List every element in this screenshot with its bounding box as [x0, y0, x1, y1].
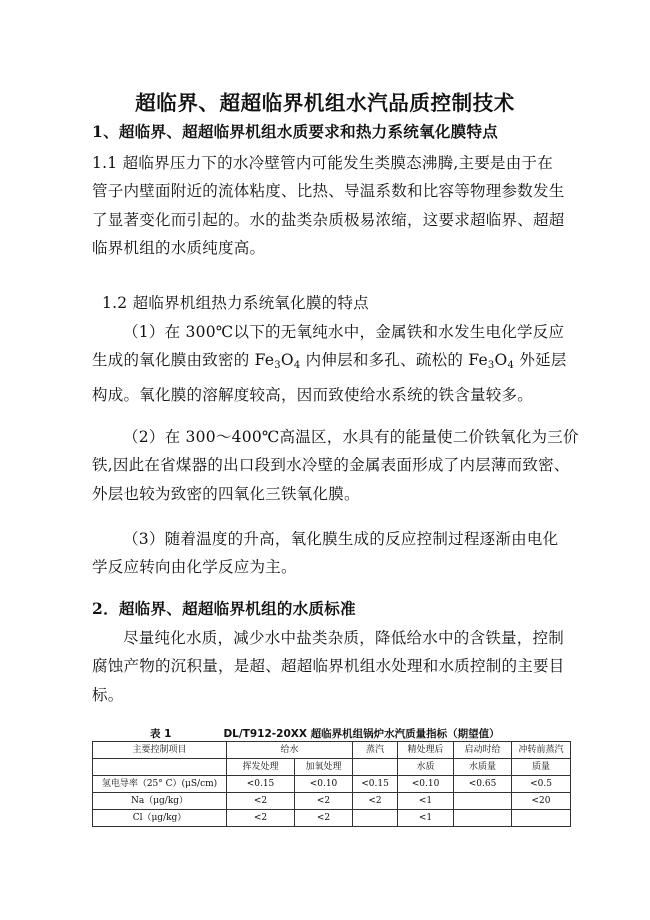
table-row	[93, 776, 571, 793]
table-label: 表 1	[150, 728, 172, 740]
text-line: 铁,因此在省煤器的出口段到水冷壁的金属表面形成了内层薄而致密、	[92, 456, 570, 475]
paragraph-item-1	[92, 318, 568, 409]
text-line	[92, 346, 568, 380]
header-cell: 主要控制项目	[93, 742, 227, 759]
table-cell: <0.15	[227, 776, 295, 793]
header-cell: 水质量	[454, 759, 512, 776]
subscript: 4	[507, 360, 515, 372]
table-cell	[512, 810, 571, 827]
table-header-row	[93, 759, 571, 776]
table-cell: <2	[353, 793, 398, 810]
table-cell: <0.15	[353, 776, 398, 793]
header-cell: 精处理后	[398, 742, 454, 759]
text-line: 外层也较为致密的四氧化三铁氧化膜。	[92, 484, 360, 503]
table-cell	[454, 810, 512, 827]
text-line: 临界机组的水质纯度高。	[92, 238, 266, 257]
header-cell	[93, 759, 227, 776]
header-cell: 质量	[512, 759, 571, 776]
text-line: （3）随着温度的升高，氧化膜生成的反应控制过程逐渐由电化	[123, 530, 559, 548]
paragraph-section-2	[92, 624, 568, 709]
header-cell: 给水	[227, 742, 353, 759]
header-cell: 冲转前蒸汽	[512, 742, 571, 759]
table-cell: <0.65	[454, 776, 512, 793]
header-cell: 水质	[398, 759, 454, 776]
table-row	[93, 793, 571, 810]
text-line: （1）在 300℃以下的无氧纯水中，金属铁和水发生电化学反应	[123, 323, 565, 341]
table-cell	[353, 810, 398, 827]
header-cell: 启动时给	[454, 742, 512, 759]
subscript: 3	[274, 360, 281, 372]
table-cell: <0.10	[295, 776, 353, 793]
table-cell: <0.10	[398, 776, 454, 793]
text-line: 学反应转向由化学反应为主。	[92, 558, 297, 577]
text-line: 标。	[92, 685, 124, 704]
table-cell: Na（μg/kg）	[93, 793, 227, 810]
subsection-1-2-heading: 1.2 超临界机组热力系统氧化膜的特点	[102, 294, 369, 312]
header-cell: 挥发处理	[227, 759, 295, 776]
page-title: 超临界、超超临界机组水汽品质控制技术	[135, 91, 515, 115]
table-cell: <2	[295, 810, 353, 827]
table-cell: 氢电导率（25° C）(μS/cm)	[93, 776, 227, 793]
header-cell	[353, 759, 398, 776]
subscript: 4	[293, 360, 301, 372]
text-line: 构成。氧化膜的溶解度较高，因而致使给水系统的铁含量较多。	[92, 385, 534, 404]
text-line: 管子内壁面附近的流体粘度、比热、导温系数和比容等物理参数发生	[92, 182, 565, 201]
text-fragment: 生成的氧化膜由致密的 Fe	[92, 351, 275, 370]
table-cell: <1	[398, 810, 454, 827]
table-cell: <20	[512, 793, 571, 810]
water-quality-table	[92, 741, 571, 827]
header-cell: 加氧处理	[295, 759, 353, 776]
text-line: （2）在 300～400℃高温区，水具有的能量使二价铁氧化为三价	[123, 428, 579, 446]
text-line: 腐蚀产物的沉积量，是超、超超临界机组水处理和水质控制的主要目	[92, 657, 565, 676]
table-header-row	[93, 742, 571, 759]
paragraph-item-2	[92, 423, 579, 508]
table-cell: <2	[227, 793, 295, 810]
table-caption	[150, 726, 500, 741]
table-cell	[454, 793, 512, 810]
section-2-heading: 2．超临界、超超临界机组的水质标准	[92, 599, 356, 618]
paragraph-1-1	[92, 149, 568, 262]
subscript: 3	[487, 360, 495, 372]
text-line: 了显著变化而引起的。水的盐类杂质极易浓缩，这要求超临界、超超	[92, 210, 565, 229]
text-fragment: 外延层	[514, 351, 567, 370]
text-fragment: O	[494, 351, 508, 370]
table-cell: <0.5	[512, 776, 571, 793]
table-cell: <1	[398, 793, 454, 810]
table-cell: <2	[227, 810, 295, 827]
section-1-heading: 1、超临界、超超临界机组水质要求和热力系统氧化膜特点	[92, 122, 499, 141]
table-cell: <2	[295, 793, 353, 810]
table-row	[93, 810, 571, 827]
table-cell: Cl（μg/kg）	[93, 810, 227, 827]
table-caption-text: DL/T912-20XX 超临界机组锅炉水汽质量指标（期望值）	[223, 728, 500, 740]
text-line: 尽量纯化水质，减少水中盐类杂质，降低给水中的含铁量，控制	[123, 629, 565, 647]
text-fragment: 内伸层和多孔、疏松的 Fe	[300, 351, 488, 370]
header-cell: 蒸汽	[353, 742, 398, 759]
text-fragment: O	[280, 351, 294, 370]
text-line: 1.1 超临界压力下的水冷壁管内可能发生类膜态沸腾,主要是由于在	[92, 154, 554, 172]
paragraph-item-3	[92, 525, 568, 582]
